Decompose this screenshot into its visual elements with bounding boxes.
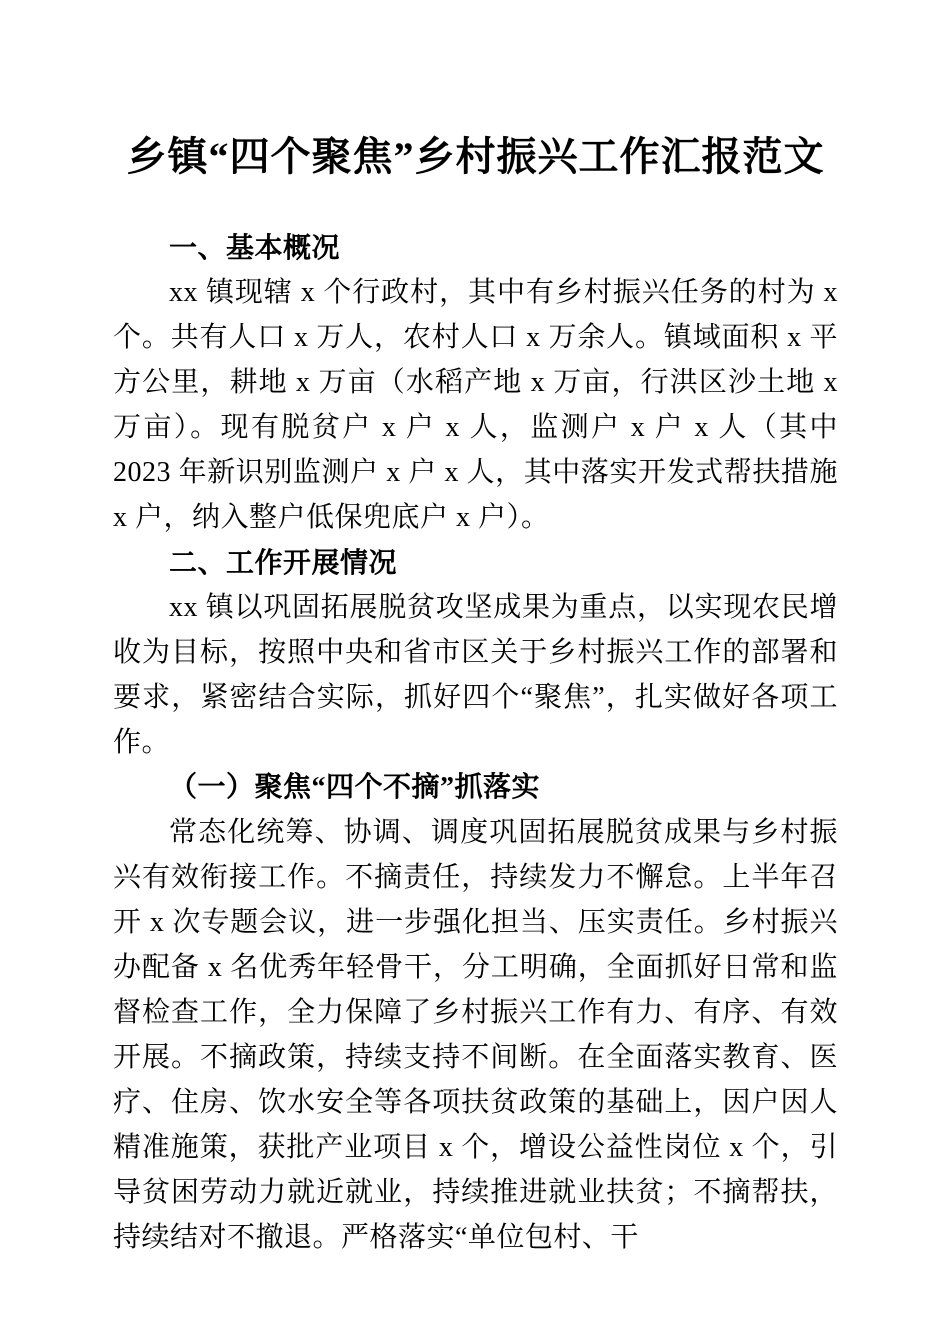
document-title: 乡镇“四个聚焦”乡村振兴工作汇报范文: [126, 134, 825, 179]
section-heading-work-progress: 二、工作开展情况: [169, 547, 398, 578]
section-heading-basic-overview: 一、基本概况: [169, 232, 341, 263]
paragraph-work-progress: xx 镇以巩固拓展脱贫攻坚成果为重点，以实现农民增收为目标，按照中央和省市区关于乡村振兴工作的部署和要求，紧密结合实际，抓好四个“聚焦”，扎实做好各项工作。: [113, 592, 838, 758]
section-basic-overview: [113, 225, 838, 540]
subheading-focus-four-no-removals: （一）聚焦“四个不摘”抓落实: [169, 772, 541, 803]
section-focus-four-no-removals: [113, 765, 838, 1260]
paragraph-focus-four-no-removals: 常态化统筹、协调、调度巩固拓展脱贫成果与乡村振兴有效衔接工作。不摘责任，持续发力不懈怠。上半年召开 x 次专题会议，进一步强化担当、压实责任。乡村振兴办配备 x 名优秀年轻骨干，分工明确，全面抓好日常和监督检查工作，全力保障了乡村振兴工作有力、有序、有效开展。不摘政策，持续支持不间断。在全面落实教育、医疗、住房、饮水安全等各项扶贫政策的基础上，因户因人精准施策，获批产业项目 x 个，增设公益性岗位 x 个，引导贫困劳动力就近就业，持续推进就业扶贫；不摘帮扶，持续结对不撤退。严格落实“单位包村、干: [113, 817, 838, 1253]
section-work-progress: [113, 540, 838, 765]
paragraph-basic-overview: xx 镇现辖 x 个行政村，其中有乡村振兴任务的村为 x 个。共有人口 x 万人，农村人口 x 万余人。镇域面积 x 平方公里，耕地 x 万亩（水稻产地 x 万亩，行洪区沙土地 x 万亩）。现有脱贫户 x 户 x 人，监测户 x 户 x 人（其中 2023 年新识别监测户 x 户 x 人，其中落实开发式帮扶措施 x 户，纳入整户低保兜底户 x 户）。: [113, 277, 838, 533]
